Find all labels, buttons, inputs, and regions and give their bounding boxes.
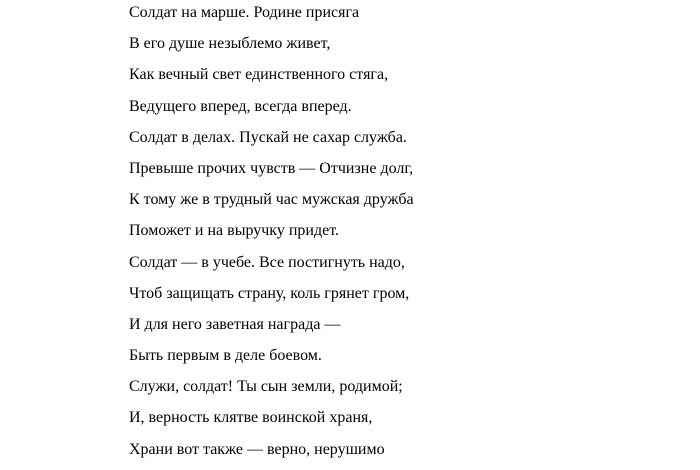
poem-line: Солдат в делах. Пускай не сахар служба. [129,128,407,146]
poem-line: Как вечный свет единственного стяга, [129,66,389,84]
poem-line: Поможет и на выручку придет. [129,222,339,240]
poem-line: К тому же в трудный час мужская дружба [129,191,414,209]
poem-line: Превыше прочих чувств — Отчизне долг, [129,159,414,177]
poem-line: И для него заветная награда — [129,315,341,333]
poem-line: В его душе незыблемо живет, [129,35,331,53]
poem-line: Солдат — в учебе. Все постигнуть надо, [129,253,405,271]
poem-line: И, верность клятве воинской храня, [129,409,373,427]
poem-line: Ведущего вперед, всегда вперед. [129,97,352,115]
poem-line: Солдат на марше. Родине присяга [129,4,360,21]
poem-line: Храни вот также — верно, нерушимо [129,440,385,458]
poem-text [129,2,414,470]
poem-line: Чтоб защищать страну, коль грянет гром, [129,284,410,302]
poem-line: Быть первым в деле боевом. [129,347,322,365]
poem-line: Служи, солдат! Ты сын земли, родимой; [129,378,403,396]
